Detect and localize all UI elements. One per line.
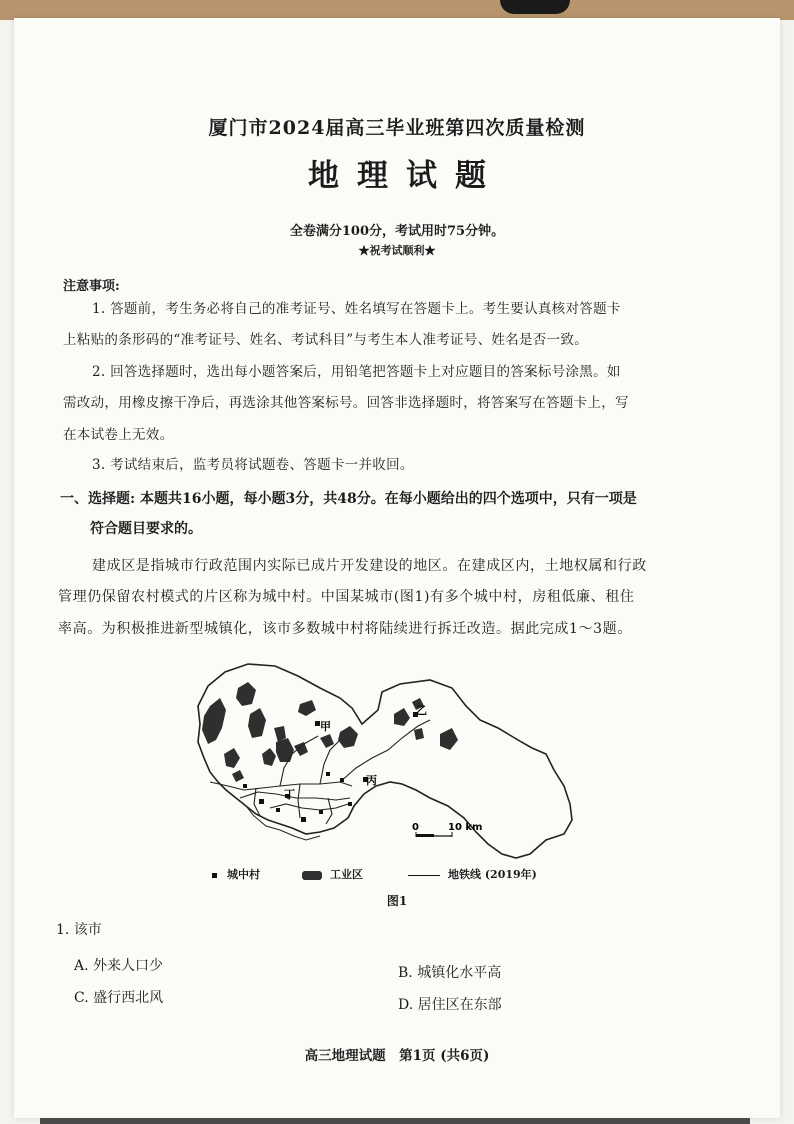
- good-luck-line: ★祝考试顺利★: [358, 244, 436, 257]
- exam-info: 全卷满分100分，考试用时75分钟。: [289, 224, 505, 239]
- legend-industrial: [302, 866, 363, 882]
- scale-bar: [412, 822, 482, 837]
- note-line: 上粘贴的条形码的“准考证号、姓名、考试科目”与考生本人准考证号、姓名是否一致。: [63, 332, 589, 348]
- label-yi: 乙: [416, 704, 427, 717]
- label-jia: 甲: [320, 720, 331, 733]
- legend-industrial-label: 工业区: [330, 868, 363, 881]
- section-heading: 一、选择题: 本题共16小题，每小题3分，共48分。在每小题给出的四个选项中，只有一项是: [60, 491, 637, 507]
- note-line: 在本试卷上无效。: [63, 427, 174, 443]
- desk-background: [0, 0, 794, 20]
- legend-village-label: 城中村: [227, 868, 260, 881]
- metro-line-icon: [408, 875, 440, 876]
- option-c: C. 盛行西北风: [74, 990, 164, 1006]
- section-heading-cont: 符合题目要求的。: [90, 521, 202, 537]
- note-line: 3. 考试结束后，监考员将试题卷、答题卡一并收回。: [92, 457, 414, 473]
- option-b: B. 城镇化水平高: [398, 965, 502, 981]
- figure-caption: 图1: [386, 894, 408, 908]
- passage-line: 建成区是指城市行政范围内实际已成片开发建设的地区。在建成区内，土地权属和行政: [92, 558, 647, 574]
- note-line: 2. 回答选择题时，选出每小题答案后，用铅笔把答题卡上对应题目的答案标号涂黑。如: [92, 364, 621, 380]
- label-bing: 丙: [366, 774, 377, 787]
- metro-lines: [210, 720, 430, 824]
- question-stem: 1. 该市: [56, 922, 102, 938]
- page-footer: 高三地理试题 第1页 (共6页): [304, 1048, 490, 1064]
- note-line: 需改动，用橡皮擦干净后，再选涂其他答案标号。回答非选择题时，将答案写在答题卡上，写: [63, 395, 629, 411]
- note-line: 1. 答题前，考生务必将自己的准考证号、姓名填写在答题卡上。考生要认真核对答题卡: [92, 301, 621, 317]
- option-d: D. 居住区在东部: [398, 997, 502, 1013]
- scale-zero: 0: [412, 822, 419, 833]
- passage-line: 管理仍保留农村模式的片区称为城中村。中国某城市(图1)有多个城中村，房租低廉、租住: [58, 589, 635, 605]
- legend-village: [212, 866, 260, 882]
- industrial-patch-icon: [302, 871, 322, 880]
- city-map: [180, 658, 580, 863]
- subject-title: 地理试题: [308, 158, 504, 194]
- dark-object: [500, 0, 570, 14]
- passage-line: 率高。为积极推进新型城镇化，该市多数城中村将陆续进行拆迁改造。据此完成1～3题。: [58, 621, 632, 637]
- bottom-edge: [40, 1118, 750, 1124]
- legend-metro: [408, 866, 537, 882]
- scale-distance: 10 km: [448, 822, 483, 833]
- village-square-icon: [212, 873, 217, 878]
- label-ding: 丁: [284, 788, 295, 801]
- option-a: A. 外来人口少: [74, 958, 164, 974]
- exam-title: 厦门市2024届高三毕业班第四次质量检测: [208, 117, 586, 139]
- notes-heading: 注意事项:: [63, 279, 120, 294]
- legend-metro-label: 地铁线 (2019年): [448, 868, 537, 881]
